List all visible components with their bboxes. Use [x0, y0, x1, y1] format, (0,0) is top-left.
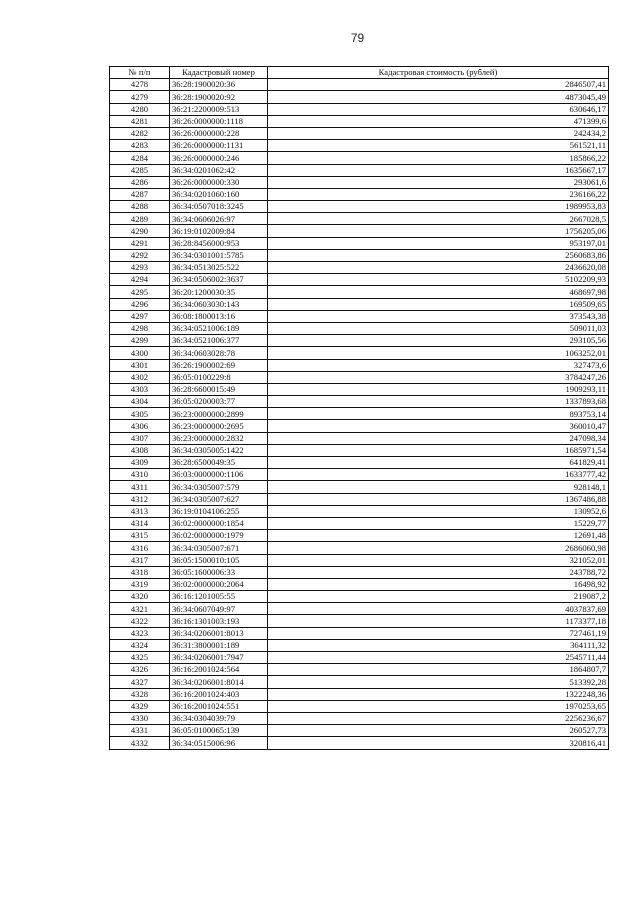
table-row	[110, 91, 609, 103]
header-cadastral-number: Кадастровый номер	[170, 67, 268, 79]
cadastral-number-cell: 36:05:1600006:33	[170, 566, 268, 578]
table-row	[110, 627, 609, 639]
cadastral-number-cell: 36:34:0305007:579	[170, 481, 268, 493]
table-row	[110, 676, 609, 688]
cadastral-number-cell: 36:19:0104106:255	[170, 505, 268, 517]
cadastral-value-cell: 169509,65	[268, 298, 609, 310]
table-row	[110, 469, 609, 481]
row-number-cell: 4300	[110, 347, 170, 359]
cadastral-number-cell: 36:26:0000000:246	[170, 152, 268, 164]
row-number-cell: 4293	[110, 262, 170, 274]
row-number-cell: 4304	[110, 396, 170, 408]
row-number-cell: 4287	[110, 188, 170, 200]
row-number-cell: 4318	[110, 566, 170, 578]
table-row	[110, 213, 609, 225]
cadastral-number-cell: 36:34:0521006:189	[170, 322, 268, 334]
row-number-cell: 4330	[110, 712, 170, 724]
table-row	[110, 115, 609, 127]
table-row	[110, 725, 609, 737]
table-row	[110, 140, 609, 152]
cadastral-value-cell: 293105,56	[268, 335, 609, 347]
table-row	[110, 164, 609, 176]
cadastral-number-cell: 36:34:0603028:78	[170, 347, 268, 359]
cadastral-value-cell: 1367486,88	[268, 493, 609, 505]
table-row	[110, 420, 609, 432]
cadastral-value-cell: 953197,01	[268, 237, 609, 249]
table-row	[110, 347, 609, 359]
row-number-cell: 4329	[110, 700, 170, 712]
cadastral-number-cell: 36:16:1201005:55	[170, 591, 268, 603]
row-number-cell: 4317	[110, 554, 170, 566]
row-number-cell: 4299	[110, 335, 170, 347]
cadastral-value-table	[109, 66, 609, 750]
cadastral-number-cell: 36:34:0305007:671	[170, 542, 268, 554]
cadastral-value-cell: 320816,41	[268, 737, 609, 749]
table-row	[110, 712, 609, 724]
table-row	[110, 79, 609, 91]
cadastral-number-cell: 36:34:0304039:79	[170, 712, 268, 724]
table-row	[110, 396, 609, 408]
table-body	[110, 79, 609, 749]
table-row	[110, 457, 609, 469]
cadastral-value-cell: 236166,22	[268, 188, 609, 200]
cadastral-number-cell: 36:19:0102009:84	[170, 225, 268, 237]
cadastral-number-cell: 36:34:0606026:97	[170, 213, 268, 225]
row-number-cell: 4316	[110, 542, 170, 554]
table-row	[110, 603, 609, 615]
cadastral-number-cell: 36:21:2200009:513	[170, 103, 268, 115]
cadastral-number-cell: 36:28:6500049:35	[170, 457, 268, 469]
table-row	[110, 688, 609, 700]
cadastral-number-cell: 36:34:0607049:97	[170, 603, 268, 615]
cadastral-number-cell: 36:34:0521006:377	[170, 335, 268, 347]
table-row	[110, 652, 609, 664]
table-row	[110, 591, 609, 603]
cadastral-number-cell: 36:02:0000000:2064	[170, 578, 268, 590]
table-row	[110, 444, 609, 456]
cadastral-number-cell: 36:16:2001024:551	[170, 700, 268, 712]
row-number-cell: 4296	[110, 298, 170, 310]
cadastral-value-cell: 260527,73	[268, 725, 609, 737]
table-row	[110, 176, 609, 188]
cadastral-value-cell: 360010,47	[268, 420, 609, 432]
table-row	[110, 262, 609, 274]
table-row	[110, 152, 609, 164]
row-number-cell: 4284	[110, 152, 170, 164]
row-number-cell: 4322	[110, 615, 170, 627]
cadastral-value-cell: 471399,6	[268, 115, 609, 127]
cadastral-value-cell: 4037837,69	[268, 603, 609, 615]
table-row	[110, 237, 609, 249]
cadastral-value-cell: 727461,19	[268, 627, 609, 639]
cadastral-number-cell: 36:02:0000000:1979	[170, 530, 268, 542]
table-row	[110, 578, 609, 590]
table-row	[110, 286, 609, 298]
row-number-cell: 4306	[110, 420, 170, 432]
table-row	[110, 566, 609, 578]
table-row	[110, 310, 609, 322]
row-number-cell: 4308	[110, 444, 170, 456]
cadastral-value-cell: 1864807,7	[268, 664, 609, 676]
cadastral-number-cell: 36:34:0206001:7947	[170, 652, 268, 664]
cadastral-number-cell: 36:34:0506002:3637	[170, 274, 268, 286]
table-row	[110, 432, 609, 444]
cadastral-number-cell: 36:26:0000000:1131	[170, 140, 268, 152]
table-row	[110, 359, 609, 371]
cadastral-number-cell: 36:02:0000000:1854	[170, 517, 268, 529]
row-number-cell: 4298	[110, 322, 170, 334]
row-number-cell: 4303	[110, 383, 170, 395]
cadastral-value-cell: 130952,6	[268, 505, 609, 517]
cadastral-value-cell: 293061,6	[268, 176, 609, 188]
row-number-cell: 4325	[110, 652, 170, 664]
cadastral-value-cell: 5102209,93	[268, 274, 609, 286]
row-number-cell: 4315	[110, 530, 170, 542]
table-row	[110, 542, 609, 554]
cadastral-number-cell: 36:34:0206001:8013	[170, 627, 268, 639]
cadastral-number-cell: 36:26:1900002:69	[170, 359, 268, 371]
row-number-cell: 4278	[110, 79, 170, 91]
cadastral-number-cell: 36:31:3800001:189	[170, 639, 268, 651]
table-row	[110, 700, 609, 712]
row-number-cell: 4312	[110, 493, 170, 505]
header-cadastral-value: Кадастровая стоимость (рублей)	[268, 67, 609, 79]
cadastral-number-cell: 36:28:8456000:953	[170, 237, 268, 249]
row-number-cell: 4285	[110, 164, 170, 176]
cadastral-value-cell: 3784247,26	[268, 371, 609, 383]
row-number-cell: 4283	[110, 140, 170, 152]
table-row	[110, 127, 609, 139]
cadastral-value-cell: 2686060,98	[268, 542, 609, 554]
cadastral-number-cell: 36:16:2001024:564	[170, 664, 268, 676]
cadastral-number-cell: 36:28:1900020:36	[170, 79, 268, 91]
table-row	[110, 408, 609, 420]
table-row	[110, 481, 609, 493]
table-row	[110, 371, 609, 383]
cadastral-value-cell: 219087,2	[268, 591, 609, 603]
cadastral-value-cell: 2560683,86	[268, 249, 609, 261]
cadastral-number-cell: 36:34:0201062:42	[170, 164, 268, 176]
cadastral-value-cell: 327473,6	[268, 359, 609, 371]
row-number-cell: 4328	[110, 688, 170, 700]
cadastral-number-cell: 36:16:1301003:193	[170, 615, 268, 627]
row-number-cell: 4281	[110, 115, 170, 127]
table-row	[110, 530, 609, 542]
row-number-cell: 4321	[110, 603, 170, 615]
cadastral-value-cell: 364111,32	[268, 639, 609, 651]
row-number-cell: 4297	[110, 310, 170, 322]
cadastral-number-cell: 36:23:0000000:2832	[170, 432, 268, 444]
cadastral-number-cell: 36:16:2001024:403	[170, 688, 268, 700]
cadastral-number-cell: 36:05:0200003:77	[170, 396, 268, 408]
table-row	[110, 505, 609, 517]
cadastral-value-cell: 2436620,08	[268, 262, 609, 274]
cadastral-value-cell: 2667028,5	[268, 213, 609, 225]
cadastral-value-cell: 509011,03	[268, 322, 609, 334]
table-row	[110, 322, 609, 334]
row-number-cell: 4282	[110, 127, 170, 139]
row-number-cell: 4319	[110, 578, 170, 590]
row-number-cell: 4327	[110, 676, 170, 688]
cadastral-number-cell: 36:05:0100229:8	[170, 371, 268, 383]
cadastral-value-cell: 1970253,65	[268, 700, 609, 712]
row-number-cell: 4309	[110, 457, 170, 469]
row-number-cell: 4320	[110, 591, 170, 603]
cadastral-number-cell: 36:28:6600015:49	[170, 383, 268, 395]
cadastral-number-cell: 36:05:1500010:105	[170, 554, 268, 566]
cadastral-number-cell: 36:26:0000000:228	[170, 127, 268, 139]
cadastral-value-cell: 321052,01	[268, 554, 609, 566]
cadastral-value-cell: 1756205,06	[268, 225, 609, 237]
row-number-cell: 4313	[110, 505, 170, 517]
cadastral-value-cell: 893753,14	[268, 408, 609, 420]
row-number-cell: 4301	[110, 359, 170, 371]
cadastral-value-cell: 1989953,83	[268, 201, 609, 213]
cadastral-number-cell: 36:34:0515006:96	[170, 737, 268, 749]
cadastral-number-cell: 36:34:0301001:5785	[170, 249, 268, 261]
cadastral-value-cell: 1322248,36	[268, 688, 609, 700]
table-row	[110, 493, 609, 505]
cadastral-number-cell: 36:34:0603030:143	[170, 298, 268, 310]
table-row	[110, 383, 609, 395]
cadastral-value-cell: 15229,77	[268, 517, 609, 529]
cadastral-number-cell: 36:26:0000000:330	[170, 176, 268, 188]
table-header-row	[110, 67, 609, 79]
row-number-cell: 4310	[110, 469, 170, 481]
cadastral-value-cell: 928148,1	[268, 481, 609, 493]
cadastral-value-cell: 185866,22	[268, 152, 609, 164]
row-number-cell: 4294	[110, 274, 170, 286]
cadastral-value-cell: 1909293,11	[268, 383, 609, 395]
cadastral-number-cell: 36:34:0305007:627	[170, 493, 268, 505]
cadastral-value-cell: 1173377,18	[268, 615, 609, 627]
table-row	[110, 664, 609, 676]
cadastral-number-cell: 36:23:0000000:2695	[170, 420, 268, 432]
row-number-cell: 4323	[110, 627, 170, 639]
row-number-cell: 4290	[110, 225, 170, 237]
row-number-cell: 4286	[110, 176, 170, 188]
cadastral-number-cell: 36:34:0206001:8014	[170, 676, 268, 688]
cadastral-value-cell: 16498,92	[268, 578, 609, 590]
cadastral-number-cell: 36:26:0000000:1118	[170, 115, 268, 127]
table-row	[110, 615, 609, 627]
cadastral-number-cell: 36:23:0000000:2899	[170, 408, 268, 420]
cadastral-value-cell: 242434,2	[268, 127, 609, 139]
row-number-cell: 4324	[110, 639, 170, 651]
cadastral-value-cell: 1633777,42	[268, 469, 609, 481]
cadastral-value-cell: 2256236,67	[268, 712, 609, 724]
cadastral-number-cell: 36:34:0513025:522	[170, 262, 268, 274]
table-row	[110, 103, 609, 115]
cadastral-value-cell: 1685971,54	[268, 444, 609, 456]
row-number-cell: 4305	[110, 408, 170, 420]
cadastral-value-cell: 513392,28	[268, 676, 609, 688]
header-row-number: № п/п	[110, 67, 170, 79]
row-number-cell: 4289	[110, 213, 170, 225]
cadastral-value-cell: 243788,72	[268, 566, 609, 578]
row-number-cell: 4292	[110, 249, 170, 261]
cadastral-value-cell: 630646,17	[268, 103, 609, 115]
cadastral-value-cell: 12691,48	[268, 530, 609, 542]
cadastral-value-cell: 1337893,68	[268, 396, 609, 408]
table-row	[110, 737, 609, 749]
row-number-cell: 4302	[110, 371, 170, 383]
table-row	[110, 554, 609, 566]
cadastral-number-cell: 36:28:1900020:92	[170, 91, 268, 103]
cadastral-number-cell: 36:08:1800013:16	[170, 310, 268, 322]
row-number-cell: 4291	[110, 237, 170, 249]
cadastral-value-cell: 561521,11	[268, 140, 609, 152]
row-number-cell: 4280	[110, 103, 170, 115]
table-row	[110, 517, 609, 529]
row-number-cell: 4326	[110, 664, 170, 676]
cadastral-value-cell: 1635667,17	[268, 164, 609, 176]
table-row	[110, 298, 609, 310]
cadastral-value-cell: 4873045,49	[268, 91, 609, 103]
table-row	[110, 335, 609, 347]
cadastral-value-cell: 2545711,44	[268, 652, 609, 664]
cadastral-value-cell: 2846507,41	[268, 79, 609, 91]
cadastral-number-cell: 36:34:0201060:160	[170, 188, 268, 200]
page-number: 79	[350, 31, 365, 45]
row-number-cell: 4331	[110, 725, 170, 737]
row-number-cell: 4295	[110, 286, 170, 298]
cadastral-number-cell: 36:34:0305005:1422	[170, 444, 268, 456]
cadastral-number-cell: 36:03:0000000:1106	[170, 469, 268, 481]
table-row	[110, 274, 609, 286]
cadastral-value-cell: 1063252,01	[268, 347, 609, 359]
cadastral-number-cell: 36:05:0100065:139	[170, 725, 268, 737]
table-row	[110, 225, 609, 237]
table-row	[110, 188, 609, 200]
row-number-cell: 4279	[110, 91, 170, 103]
table-row	[110, 249, 609, 261]
table-row	[110, 639, 609, 651]
cadastral-number-cell: 36:34:0507018:3245	[170, 201, 268, 213]
cadastral-value-cell: 468697,98	[268, 286, 609, 298]
cadastral-value-cell: 373543,38	[268, 310, 609, 322]
table-row	[110, 201, 609, 213]
cadastral-number-cell: 36:20:1200030:35	[170, 286, 268, 298]
row-number-cell: 4307	[110, 432, 170, 444]
row-number-cell: 4288	[110, 201, 170, 213]
row-number-cell: 4311	[110, 481, 170, 493]
row-number-cell: 4314	[110, 517, 170, 529]
cadastral-value-cell: 247098,34	[268, 432, 609, 444]
row-number-cell: 4332	[110, 737, 170, 749]
cadastral-value-cell: 641829,41	[268, 457, 609, 469]
